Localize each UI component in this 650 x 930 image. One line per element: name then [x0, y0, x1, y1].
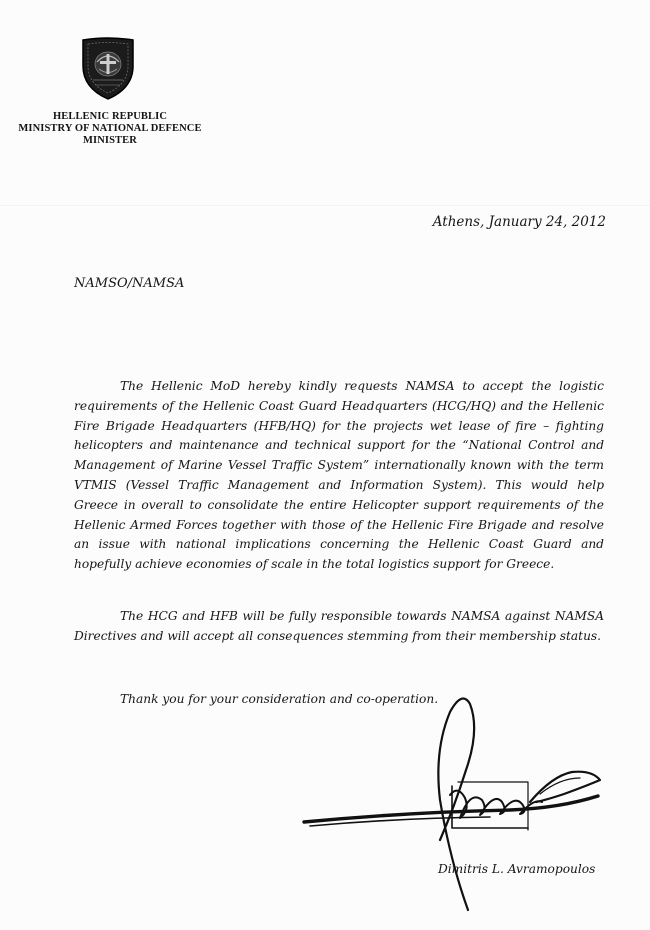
handwritten-signature-icon	[290, 690, 610, 915]
letterhead-country: HELLENIC REPUBLIC	[52, 111, 168, 122]
letterhead	[0, 111, 220, 147]
signer-name: Dimitris L. Avramopoulos	[438, 862, 596, 876]
letter-date: Athens, January 24, 2012	[432, 214, 606, 230]
letterhead-title: MINISTER	[83, 135, 137, 146]
body-paragraph-1: The Hellenic MoD hereby kindly requests NAMSA to accept the logistic requirements of the Hellenic Coast Guard Headquarters (HCG/HQ) and the Hellenic Fire Brigade Headquarters (HFB/HQ) for the projects wet lease of fire – fighting helicopters and maintenance and technical support for the “National Control and Management of Marine Vessel Traffic System” internationally known with the term VTMIS (Vessel Traffic Management and Information System). This would help Greece in overall to consolidate the entire Helicopter support requirements of the Hellenic Armed Forces together with those of the Hellenic Fire Brigade and resolve an issue with national implications concerning the Hellenic Coast Guard and hopefully achieve economies of scale in the total logistics support for Greece.	[74, 379, 604, 572]
letterhead-ministry: MINISTRY OF NATIONAL DEFENCE	[18, 123, 202, 134]
scan-artifact	[0, 205, 650, 206]
closing-line: Thank you for your consideration and co-operation.	[120, 692, 439, 706]
ministry-emblem-icon	[79, 36, 137, 102]
body-paragraph-2: The HCG and HFB will be fully responsible towards NAMSA against NAMSA Directives and will accept all consequences stemming from their membership status.	[74, 609, 604, 643]
letter-addressee: NAMSO/NAMSA	[74, 276, 185, 291]
